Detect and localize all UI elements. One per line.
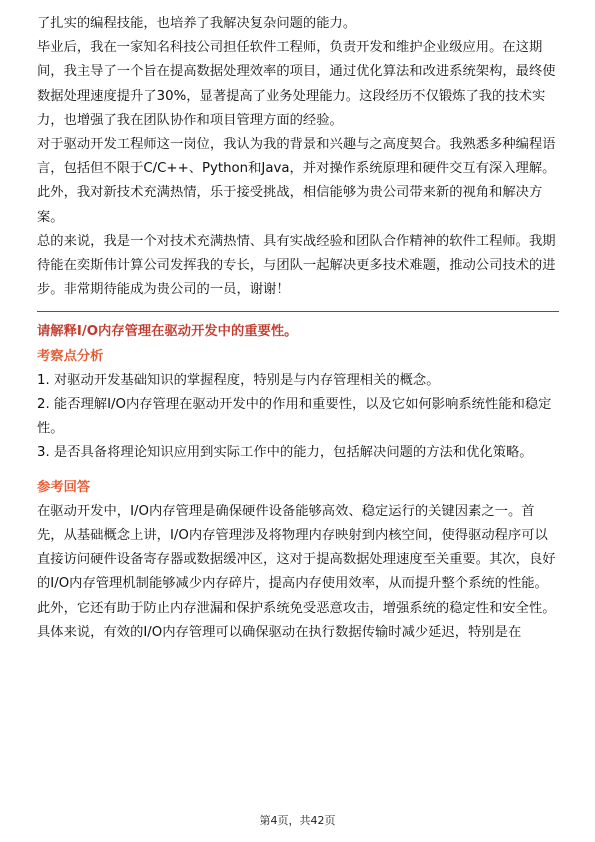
document-page xyxy=(37,0,559,645)
intro-paragraph: 总的来说，我是一个对技术充满热情、具有实战经验和团队合作精神的软件工程师。我期待能在奕斯伟计算公司发挥我的专长，与团队一起解决更多技术难题，推动公司技术的进步。非常期待能成为贵公司的一员，谢谢！ xyxy=(37,233,556,298)
analysis-item: 2. 能否理解I/O内存管理在驱动开发中的作用和重要性，以及它如何影响系统性能和稳定性。 xyxy=(37,397,552,437)
intro-paragraph: 对于驱动开发工程师这一岗位，我认为我的背景和兴趣与之高度契合。我熟悉多种编程语言，包括但不限于C/C++、Python和Java，并对操作系统原理和硬件交互有深入理解。此外，我对新技术充满热情，乐于接受挑战，相信能够为贵公司带来新的视角和解决方案。 xyxy=(37,137,556,225)
intro-paragraph: 了扎实的编程技能，也培养了我解决复杂问题的能力。 xyxy=(37,16,357,31)
intro-paragraph: 毕业后，我在一家知名科技公司担任软件工程师，负责开发和维护企业级应用。在这期间，我主导了一个旨在提高数据处理效率的项目，通过优化算法和改进系统架构，最终使数据处理速度提升了30%，显著提高了业务处理能力。这段经历不仅锻炼了我的技术实力，也增强了我在团队协作和项目管理方面的经验。 xyxy=(37,40,556,128)
answer-paragraph: 具体来说，有效的I/O内存管理可以确保驱动在执行数据传输时减少延迟，特别是在 xyxy=(37,624,522,640)
answer-heading: 参考回答 xyxy=(37,479,91,495)
page-number-footer: 第4页，共42页 xyxy=(259,814,336,827)
question-title: 请解释I/O内存管理在驱动开发中的重要性。 xyxy=(37,324,298,340)
analysis-heading: 考察点分析 xyxy=(37,348,104,364)
question-section xyxy=(37,320,559,645)
answer-paragraph: 在驱动开发中，I/O内存管理是确保硬件设备能够高效、稳定运行的关键因素之一。首先，从基础概念上讲，I/O内存管理涉及将物理内存映射到内核空间，使得驱动程序可以直接访问硬件设备寄存器或数据缓冲区，这对于提高数据处理速度至关重要。其次，良好的I/O内存管理机制能够减少内存碎片，提高内存使用效率，从而提升整个系统的性能。此外，它还有助于防止内存泄漏和保护系统免受恶意攻击，增强系统的稳定性和安全性。 xyxy=(37,503,556,616)
intro-section xyxy=(37,12,559,302)
spacer xyxy=(37,466,559,476)
section-divider xyxy=(37,311,559,312)
analysis-item: 1. 对驱动开发基础知识的掌握程度，特别是与内存管理相关的概念。 xyxy=(37,372,440,388)
analysis-item: 3. 是否具备将理论知识应用到实际工作中的能力，包括解决问题的方法和优化策略。 xyxy=(37,445,533,461)
